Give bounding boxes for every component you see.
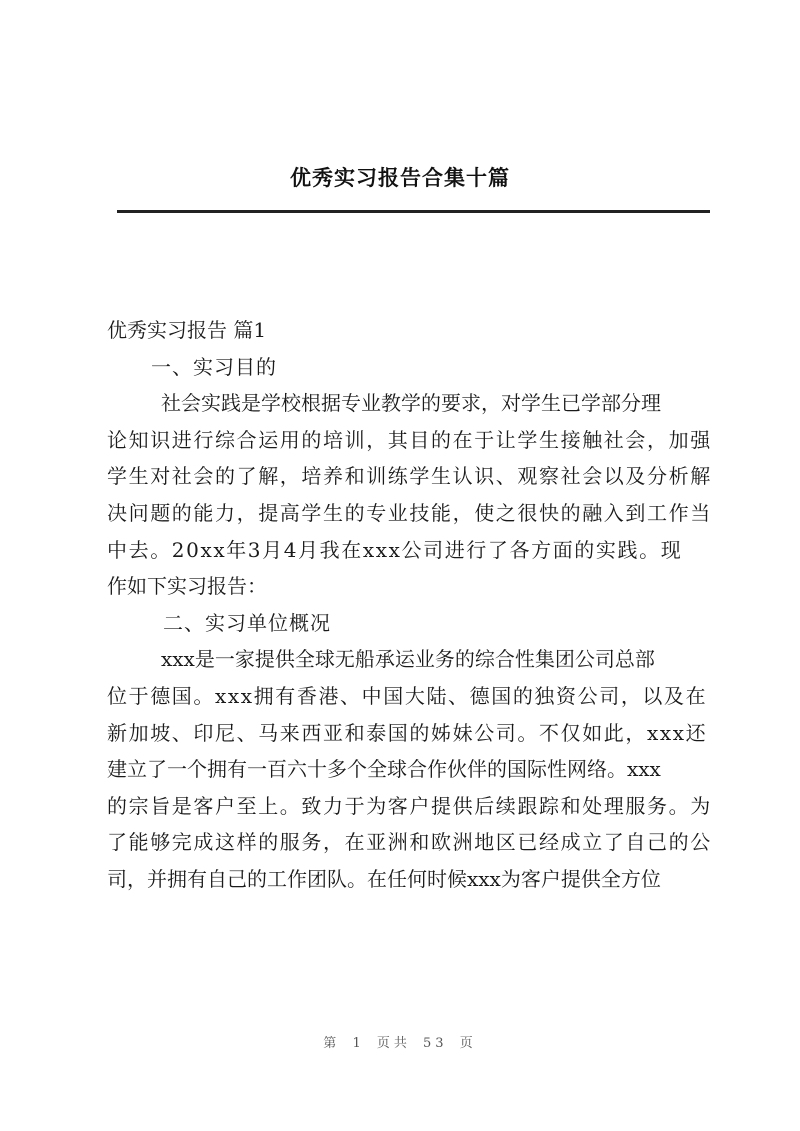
paragraph-line: 学生对社会的了解，培养和训练学生认识、观察社会以及分析解 (107, 464, 712, 489)
footer-page-number: 1 (352, 1036, 365, 1051)
paragraph-line: 中去。20xx年3月4月我在xxx公司进行了各方面的实践。现 (107, 537, 683, 562)
paragraph-line: 的宗旨是客户至上。致力于为客户提供后续跟踪和处理服务。为 (107, 793, 712, 818)
footer-prefix: 第 (323, 1036, 341, 1051)
footer-middle: 页共 (376, 1036, 411, 1051)
paragraph-line: 论知识进行综合运用的培训，其目的在于让学生接触社会，加强 (107, 427, 712, 452)
paragraph-line: 社会实践是学校根据专业教学的要求，对学生已学部分理 (161, 391, 661, 416)
footer-total-pages: 53 (423, 1036, 448, 1051)
page-footer (0, 1032, 800, 1051)
paragraph-line: 位于德国。xxx拥有香港、中国大陆、德国的独资公司，以及在 (107, 683, 708, 708)
title-underline (117, 210, 710, 213)
paragraph-line: 决问题的能力，提高学生的专业技能，使之很快的融入到工作当 (107, 500, 712, 525)
paragraph-line: 了能够完成这样的服务，在亚洲和欧洲地区已经成立了自己的公 (107, 830, 712, 855)
document-body (107, 312, 712, 898)
paragraph-line: 新加坡、印尼、马来西亚和泰国的姊妹公司。不仅如此，xxx还 (107, 720, 708, 745)
paragraph-line: 司，并拥有自己的工作团队。在任何时候xxx为客户提供全方位 (107, 866, 661, 891)
paragraph-line: xxx是一家提供全球无船承运业务的综合性集团公司总部 (161, 647, 655, 672)
paragraph-line: 作如下实习报告： (107, 574, 267, 599)
paragraph-line: 建立了一个拥有一百六十多个全球合作伙伴的国际性网络。xxx (107, 757, 661, 782)
footer-suffix: 页 (459, 1036, 477, 1051)
document-title: 优秀实习报告合集十篇 (290, 165, 510, 190)
article-heading: 优秀实习报告 篇1 (107, 318, 267, 342)
section-heading-purpose: 一、实习目的 (151, 354, 277, 379)
section-heading-company: 二、实习单位概况 (163, 610, 331, 635)
